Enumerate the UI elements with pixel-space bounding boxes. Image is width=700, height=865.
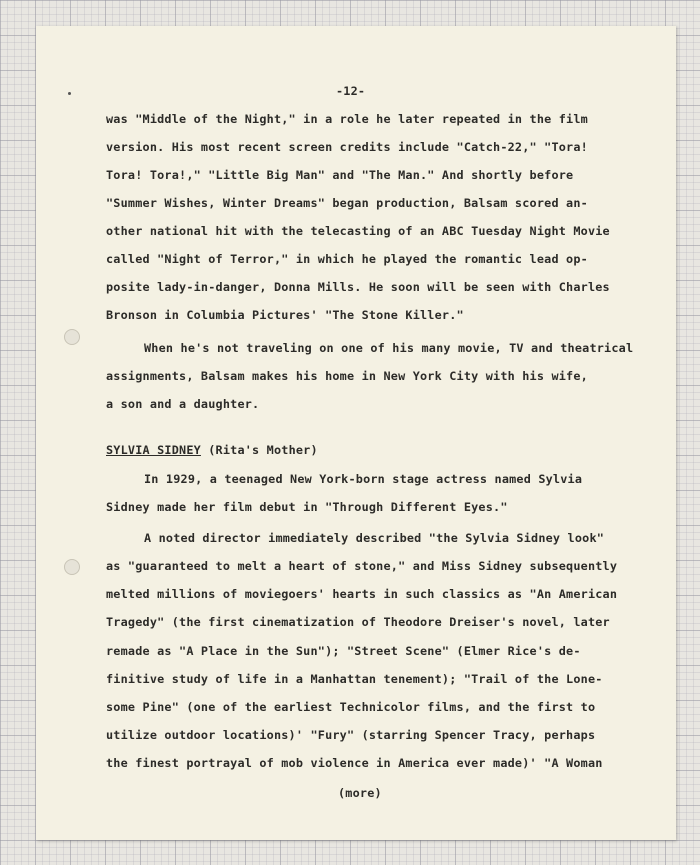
document-page: [36, 26, 676, 840]
text-line: assignments, Balsam makes his home in New York City with his wife,: [106, 369, 588, 383]
text-line: Sidney made her film debut in "Through Different Eyes.": [106, 500, 508, 514]
text-line: Tora! Tora!," "Little Big Man" and "The Man." And shortly before: [106, 168, 574, 182]
page-number: -12-: [336, 84, 366, 98]
text-line: as "guaranteed to melt a heart of stone," and Miss Sidney subsequently: [106, 559, 618, 573]
text-line: When he's not traveling on one of his many movie, TV and theatrical: [144, 341, 634, 355]
text-line: remade as "A Place in the Sun"); "Street Scene" (Elmer Rice's de-: [106, 644, 581, 658]
text-line: utilize outdoor locations)' "Fury" (starring Spencer Tracy, perhaps: [106, 728, 596, 742]
body-text: [106, 112, 666, 812]
punch-hole-lower: [64, 559, 80, 575]
section-heading-line: [106, 443, 318, 457]
continuation-marker: (more): [338, 786, 382, 800]
ink-speck: [68, 92, 71, 95]
text-line: Tragedy" (the first cinematization of Theodore Dreiser's novel, later: [106, 615, 610, 629]
text-line: finitive study of life in a Manhattan tenement); "Trail of the Lone-: [106, 672, 603, 686]
text-line: Bronson in Columbia Pictures' "The Stone Killer.": [106, 308, 464, 322]
text-line: A noted director immediately described "the Sylvia Sidney look": [144, 531, 605, 545]
text-line: a son and a daughter.: [106, 397, 260, 411]
text-line: the finest portrayal of mob violence in America ever made)' "A Woman: [106, 756, 603, 770]
text-line: some Pine" (one of the earliest Technicolor films, and the first to: [106, 700, 596, 714]
text-line: "Summer Wishes, Winter Dreams" began production, Balsam scored an-: [106, 196, 588, 210]
text-line: version. His most recent screen credits include "Catch-22," "Tora!: [106, 140, 588, 154]
section-heading: SYLVIA SIDNEY: [106, 443, 201, 457]
text-line: melted millions of moviegoers' hearts in such classics as "An American: [106, 587, 618, 601]
text-line: In 1929, a teenaged New York-born stage actress named Sylvia: [144, 472, 583, 486]
text-line: called "Night of Terror," in which he played the romantic lead op-: [106, 252, 588, 266]
section-subtitle: (Rita's Mother): [200, 443, 318, 457]
text-line: other national hit with the telecasting of an ABC Tuesday Night Movie: [106, 224, 610, 238]
text-line: was "Middle of the Night," in a role he later repeated in the film: [106, 112, 588, 126]
punch-hole-upper: [64, 329, 80, 345]
text-line: posite lady-in-danger, Donna Mills. He soon will be seen with Charles: [106, 280, 610, 294]
